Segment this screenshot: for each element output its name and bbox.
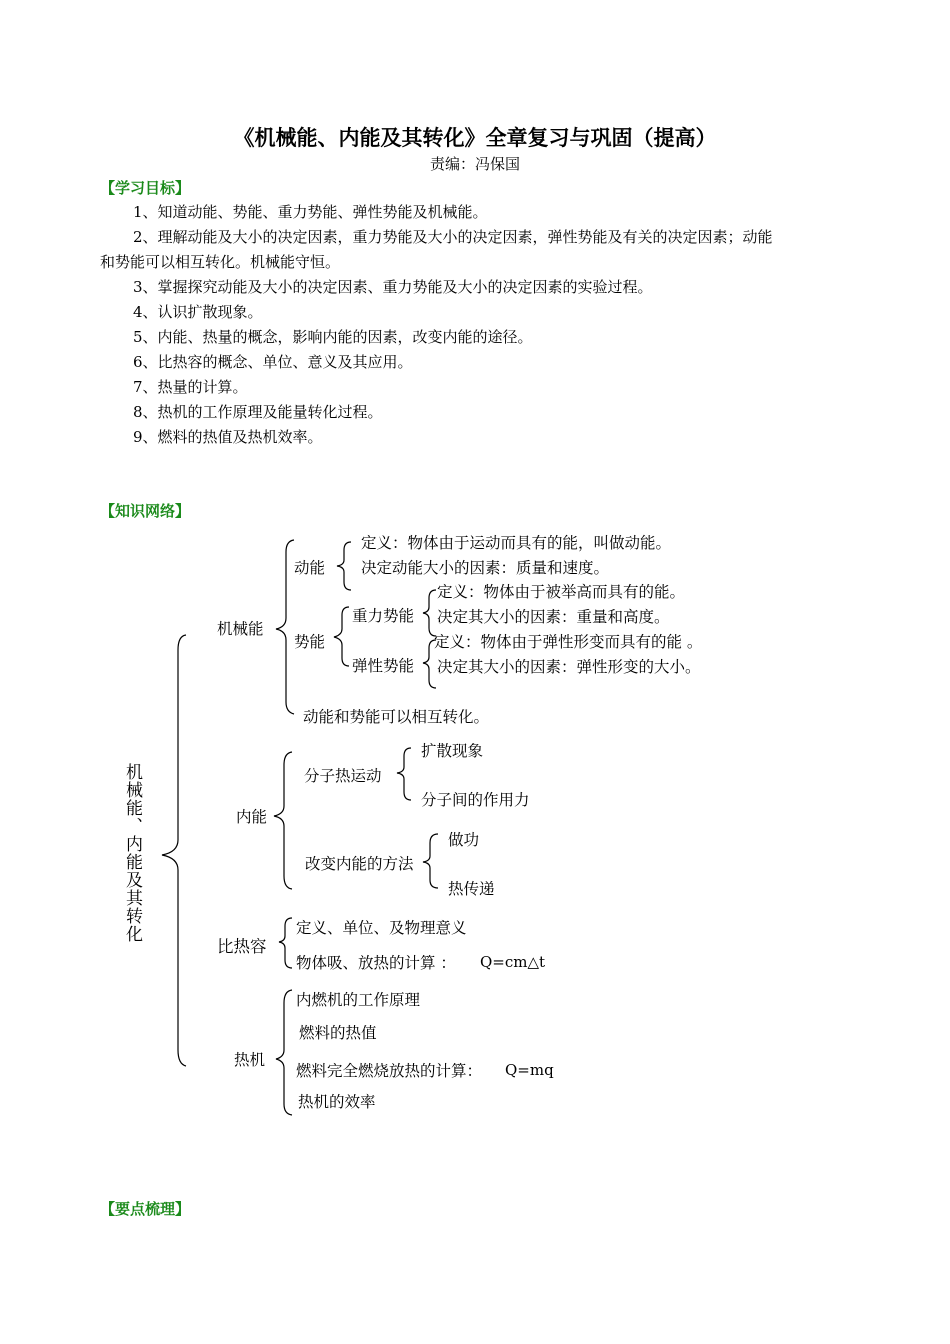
goal-item: 2、理解动能及大小的决定因素，重力势能及大小的决定因素，弹性势能及有关的决定因素；动能 bbox=[133, 228, 773, 246]
brace-molecular bbox=[397, 748, 411, 800]
brace-potential bbox=[334, 607, 349, 666]
node-gravitational-potential: 重力势能 bbox=[352, 607, 415, 625]
node-specific-heat: 比热容 bbox=[217, 937, 267, 956]
node-mechanical-energy: 机械能 bbox=[217, 620, 264, 638]
section-heading-goals: 【学习目标】 bbox=[100, 179, 191, 197]
brace-specific-heat bbox=[279, 918, 292, 968]
engine-efficiency: 热机的效率 bbox=[298, 1093, 376, 1111]
brace-root bbox=[162, 635, 186, 1066]
node-elastic-potential: 弹性势能 bbox=[352, 657, 415, 675]
node-heat-engine: 热机 bbox=[234, 1051, 266, 1069]
goal-item: 6、比热容的概念、单位、意义及其应用。 bbox=[133, 353, 413, 371]
energy-conversion-note: 动能和势能可以相互转化。 bbox=[303, 708, 490, 726]
gravity-factors: 决定其大小的因素：重量和高度。 bbox=[437, 608, 670, 626]
method-heat-transfer: 热传递 bbox=[448, 880, 495, 898]
goal-item: 7、热量的计算。 bbox=[133, 378, 248, 396]
combustion-formula: Q=mq bbox=[505, 1061, 554, 1079]
goal-item: 3、掌握探究动能及大小的决定因素、重力势能及大小的决定因素的实验过程。 bbox=[133, 278, 653, 296]
goal-item-continued: 和势能可以相互转化。机械能守恒。 bbox=[100, 253, 341, 271]
page-title: 《机械能、内能及其转化》全章复习与巩固（提高） bbox=[233, 125, 717, 150]
node-change-internal-energy: 改变内能的方法 bbox=[305, 855, 414, 873]
node-internal-energy: 内能 bbox=[236, 808, 268, 826]
goal-item: 5、内能、热量的概念，影响内能的因素，改变内能的途径。 bbox=[133, 328, 533, 346]
node-molecular-motion: 分子热运动 bbox=[304, 767, 382, 785]
goal-item: 4、认识扩散现象。 bbox=[133, 303, 263, 321]
combustion-calculation-label: 燃料完全燃烧放热的计算： bbox=[296, 1062, 483, 1080]
node-kinetic-energy: 动能 bbox=[294, 559, 326, 577]
editor-credit: 责编：冯保国 bbox=[429, 155, 520, 173]
brace-engine bbox=[276, 990, 292, 1115]
section-heading-network: 【知识网络】 bbox=[100, 502, 191, 520]
engine-principle: 内燃机的工作原理 bbox=[296, 991, 421, 1009]
node-potential-energy: 势能 bbox=[294, 633, 326, 651]
brace-mechanical bbox=[276, 540, 294, 714]
method-doing-work: 做功 bbox=[448, 831, 480, 849]
brace-kinetic bbox=[337, 542, 351, 590]
heat-calculation-label: 物体吸、放热的计算 ： bbox=[296, 954, 456, 972]
goal-item: 9、燃料的热值及热机效率。 bbox=[133, 428, 323, 446]
goal-item: 8、热机的工作原理及能量转化过程。 bbox=[133, 403, 383, 421]
heat-calculation-formula: Q=cm△t bbox=[480, 953, 546, 971]
map-root-label: 机械能、内能及其转化 bbox=[122, 763, 142, 943]
gravity-definition: 定义：物体由于被举高而具有的能。 bbox=[437, 583, 686, 601]
brace-internal bbox=[274, 752, 292, 889]
kinetic-definition: 定义：物体由于运动而具有的能，叫做动能。 bbox=[361, 534, 672, 552]
fuel-heat-value: 燃料的热值 bbox=[299, 1024, 377, 1042]
elastic-definition: 定义：物体由于弹性形变而具有的能 。 bbox=[434, 633, 703, 651]
section-heading-keypoints: 【要点梳理】 bbox=[100, 1200, 191, 1218]
brace-change bbox=[423, 834, 438, 888]
elastic-factors: 决定其大小的因素：弹性形变的大小。 bbox=[437, 658, 701, 676]
specific-heat-definition: 定义、单位、及物理意义 bbox=[296, 919, 467, 937]
intermolecular-forces: 分子间的作用力 bbox=[421, 791, 530, 809]
diffusion-phenomenon: 扩散现象 bbox=[421, 742, 484, 760]
goal-item: 1、知道动能、势能、重力势能、弹性势能及机械能。 bbox=[133, 203, 488, 221]
kinetic-factors: 决定动能大小的因素：质量和速度。 bbox=[361, 559, 610, 577]
